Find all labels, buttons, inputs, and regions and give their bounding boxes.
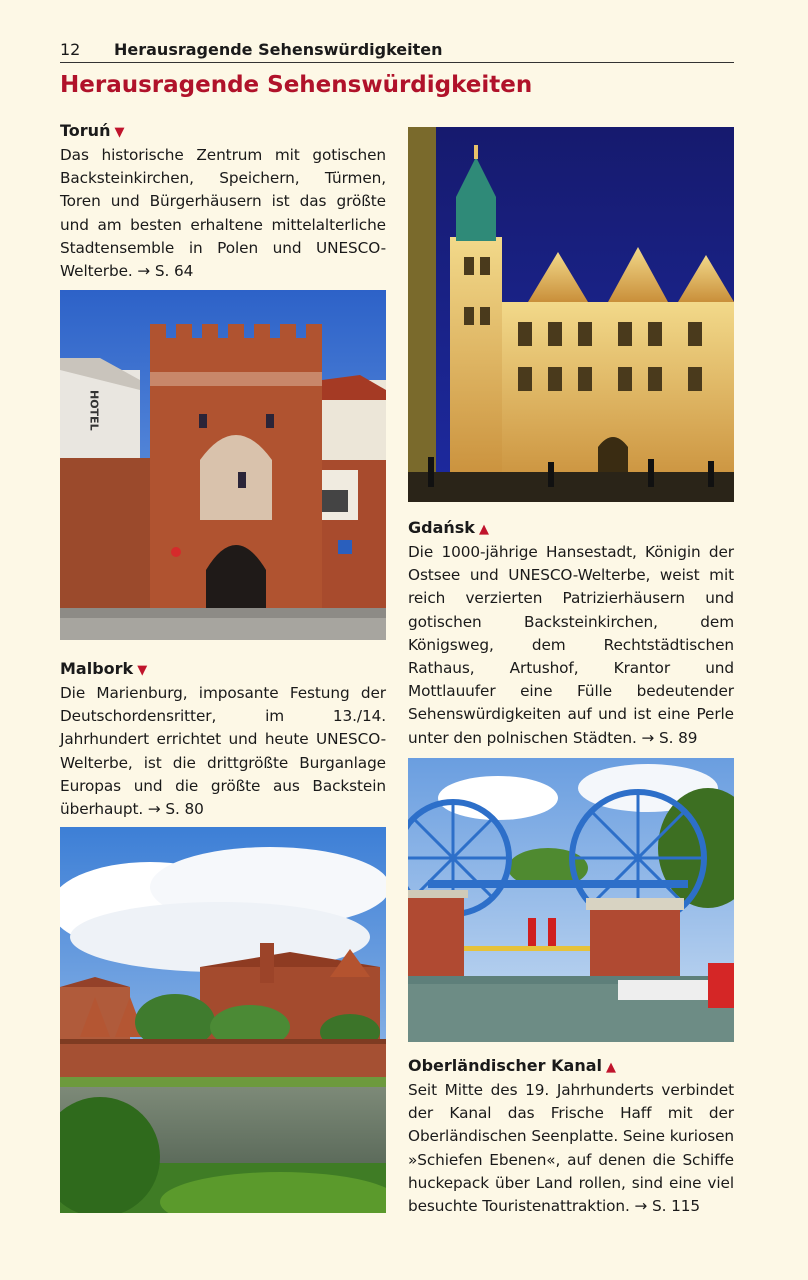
photo-oberland-canal — [408, 758, 734, 1042]
entry-gdansk — [408, 516, 734, 750]
entry-oberlaendischer-kanal — [408, 1054, 734, 1218]
running-title: Herausragende Sehenswürdigkeiten — [114, 40, 443, 59]
running-header — [60, 38, 734, 63]
photo-malbork-castle — [60, 827, 386, 1213]
up-triangle-icon: ▲ — [605, 1060, 616, 1075]
down-triangle-icon: ▼ — [137, 663, 148, 678]
entry-title: Malbork ▼ — [60, 659, 148, 678]
down-triangle-icon: ▼ — [114, 125, 125, 140]
entry-title: Oberländischer Kanal ▲ — [408, 1056, 616, 1075]
photo-gdansk-arsenal — [408, 127, 734, 502]
entry-title: Toruń ▼ — [60, 121, 125, 140]
entry-torun — [60, 119, 386, 283]
hotel-sign: HOTEL — [87, 390, 101, 431]
entry-malbork — [60, 657, 386, 821]
page-title: Herausragende Sehenswürdigkeiten — [60, 72, 533, 98]
entry-text: Die Marienburg, imposante Festung der Deutschordensritter, im 13./14. Jahrhundert errichtet und heute UNESCO-Welterbe, ist die drittgrößte Burganlage Europas und die größte aus Backstein überhaupt. → S. 80 — [60, 684, 386, 819]
page-number: 12 — [60, 40, 81, 59]
entry-text: Das historische Zentrum mit gotischen Backsteinkirchen, Speichern, Türmen, Toren und Bürgerhäusern ist das größte und am besten erhaltene mittelalterliche Stadtensemble in Polen und UNESCO-Welterbe. → S. 64 — [60, 146, 386, 281]
photo-torun-gate — [60, 290, 386, 640]
entry-text: Seit Mitte des 19. Jahrhunderts verbindet der Kanal das Frische Haff mit der Oberländischen Seenplatte. Seine kuriosen »Schiefen Ebenen«, auf denen die Schiffe huckepack über Land rollen, sind eine viel besuchte Touristenattraktion. → S. 115 — [408, 1081, 734, 1216]
up-triangle-icon: ▲ — [478, 522, 489, 537]
entry-title: Gdańsk ▲ — [408, 518, 489, 537]
entry-text: Die 1000-jährige Hansestadt, Königin der Ostsee und UNESCO-Welterbe, weist mit reich verzierten Patrizierhäusern und gotischen Backsteinkirchen, dem Königsweg, dem Rechtstädtischen Rathaus, Artushof, Krantor und Mottlauufer eine Fülle bedeutender Sehenswürdigkeiten auf und ist eine Perle unter den polnischen Städten. → S. 89 — [408, 543, 734, 747]
